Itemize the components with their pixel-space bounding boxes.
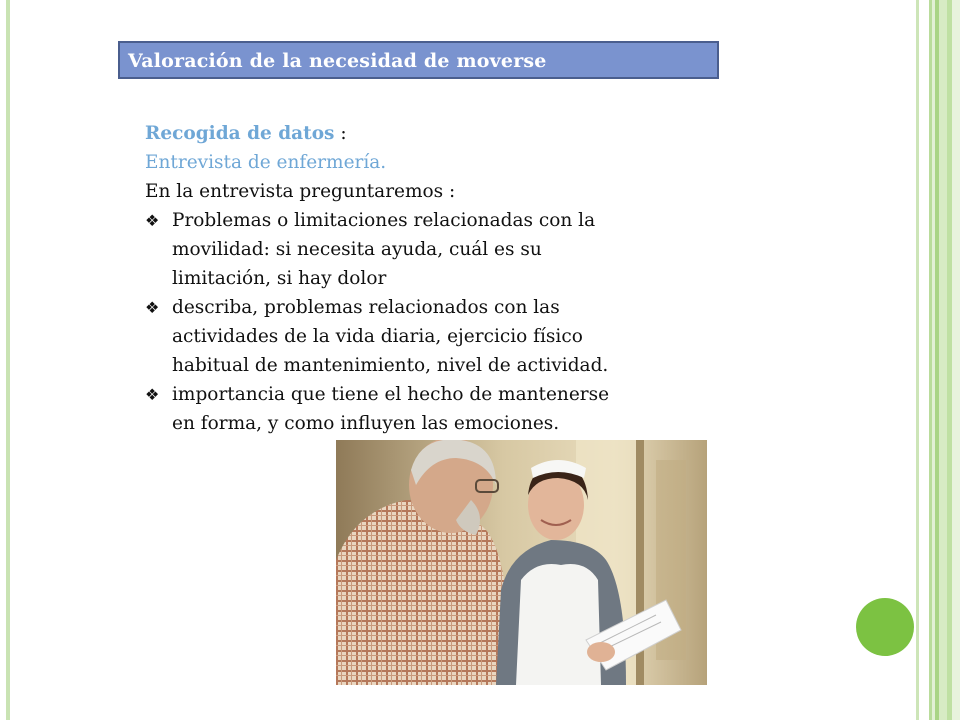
bullet-line: actividades de la vida diaria, ejercicio físico xyxy=(172,326,583,347)
green-circle-decoration xyxy=(856,598,914,656)
bullet-item xyxy=(145,293,725,380)
bullet-line: limitación, si hay dolor xyxy=(172,268,387,289)
nurse-patient-photo xyxy=(336,440,707,685)
bullet-line: en forma, y como influyen las emociones. xyxy=(172,413,560,434)
frame-left-border xyxy=(6,0,10,720)
bullet-item xyxy=(145,206,725,293)
diamond-bullet-icon: ❖ xyxy=(145,298,160,317)
diamond-bullet-icon: ❖ xyxy=(145,385,160,404)
bullet-line: importancia que tiene el hecho de mantenerse xyxy=(172,384,610,405)
bullet-line: Problemas o limitaciones relacionadas con la xyxy=(172,210,596,231)
frame-right-band xyxy=(925,0,960,720)
diamond-bullet-icon: ❖ xyxy=(145,211,160,230)
bullet-line: habitual de mantenimiento, nivel de actividad. xyxy=(172,355,609,376)
data-collection-heading xyxy=(145,119,725,148)
bullet-line: describa, problemas relacionados con las xyxy=(172,297,560,318)
bullet-line: movilidad: si necesita ayuda, cuál es su xyxy=(172,239,542,260)
bullet-item xyxy=(145,380,725,438)
slide-content xyxy=(145,119,725,438)
frame-right-line xyxy=(916,0,919,720)
data-collection-suffix: : xyxy=(334,123,347,144)
data-collection-label: Recogida de datos xyxy=(145,123,335,144)
intro-text: En la entrevista preguntaremos : xyxy=(145,181,456,202)
interview-heading: Entrevista de enfermería. xyxy=(145,152,387,173)
photo-illustration xyxy=(336,440,707,685)
slide-title: Valoración de la necesidad de moverse xyxy=(128,50,547,72)
slide-title-bar xyxy=(118,41,719,79)
